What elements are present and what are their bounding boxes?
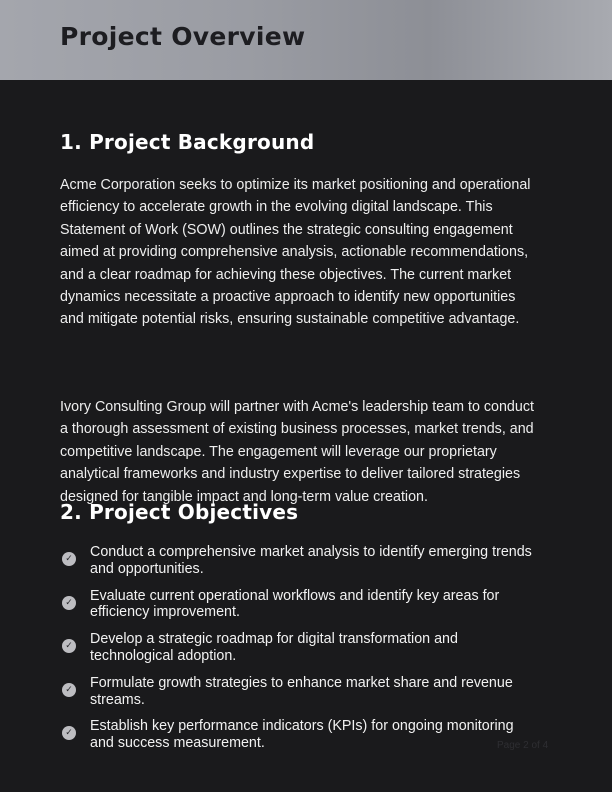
check-circle-icon: ✓ (62, 552, 76, 566)
objective-item (60, 544, 540, 578)
page-header (0, 0, 612, 80)
objective-text: Establish key performance indicators (KPIs) for ongoing monitoring and success measurement. (90, 718, 514, 752)
objective-text: Develop a strategic roadmap for digital transformation and technological adoption. (90, 631, 458, 664)
objective-item (60, 675, 540, 709)
objective-item (60, 588, 540, 622)
check-circle-icon: ✓ (62, 726, 76, 740)
objectives-list (60, 544, 540, 762)
objective-text: Formulate growth strategies to enhance market share and revenue streams. (90, 674, 513, 708)
section-heading-objectives: 2. Project Objectives (60, 500, 299, 524)
objective-text: Evaluate current operational workflows and identify key areas for efficiency improvement. (90, 587, 500, 621)
check-circle-icon: ✓ (62, 596, 76, 610)
background-paragraph-1: Acme Corporation seeks to optimize its market positioning and operational efficiency to accelerate growth in the evolving digital landscape. This Statement of Work (SOW) outlines the strategic consulting engagement aimed at providing comprehensive analysis, actionable recommendations, and a clear roadmap for achieving these objectives. The current market dynamics necessitate a proactive approach to identify new opportunities and mitigate potential risks, ensuring sustainable competitive advantage. (60, 177, 531, 328)
page-number: Page 2 of 4 (497, 740, 549, 751)
check-circle-icon: ✓ (62, 683, 76, 697)
objective-item (60, 631, 540, 665)
objective-text: Conduct a comprehensive market analysis to identify emerging trends and opportunities. (90, 544, 532, 577)
section-heading-background: 1. Project Background (60, 130, 315, 154)
check-circle-icon: ✓ (62, 639, 76, 653)
objective-item (60, 718, 540, 752)
background-paragraph-2: Ivory Consulting Group will partner with Acme's leadership team to conduct a thorough assessment of existing business processes, market trends, and competitive landscape. The engagement will leverage our proprietary analytical frameworks and industry expertise to deliver tailored strategies designed for tangible impact and long-term value creation. (60, 399, 534, 505)
page-title: Project Overview (60, 22, 306, 51)
